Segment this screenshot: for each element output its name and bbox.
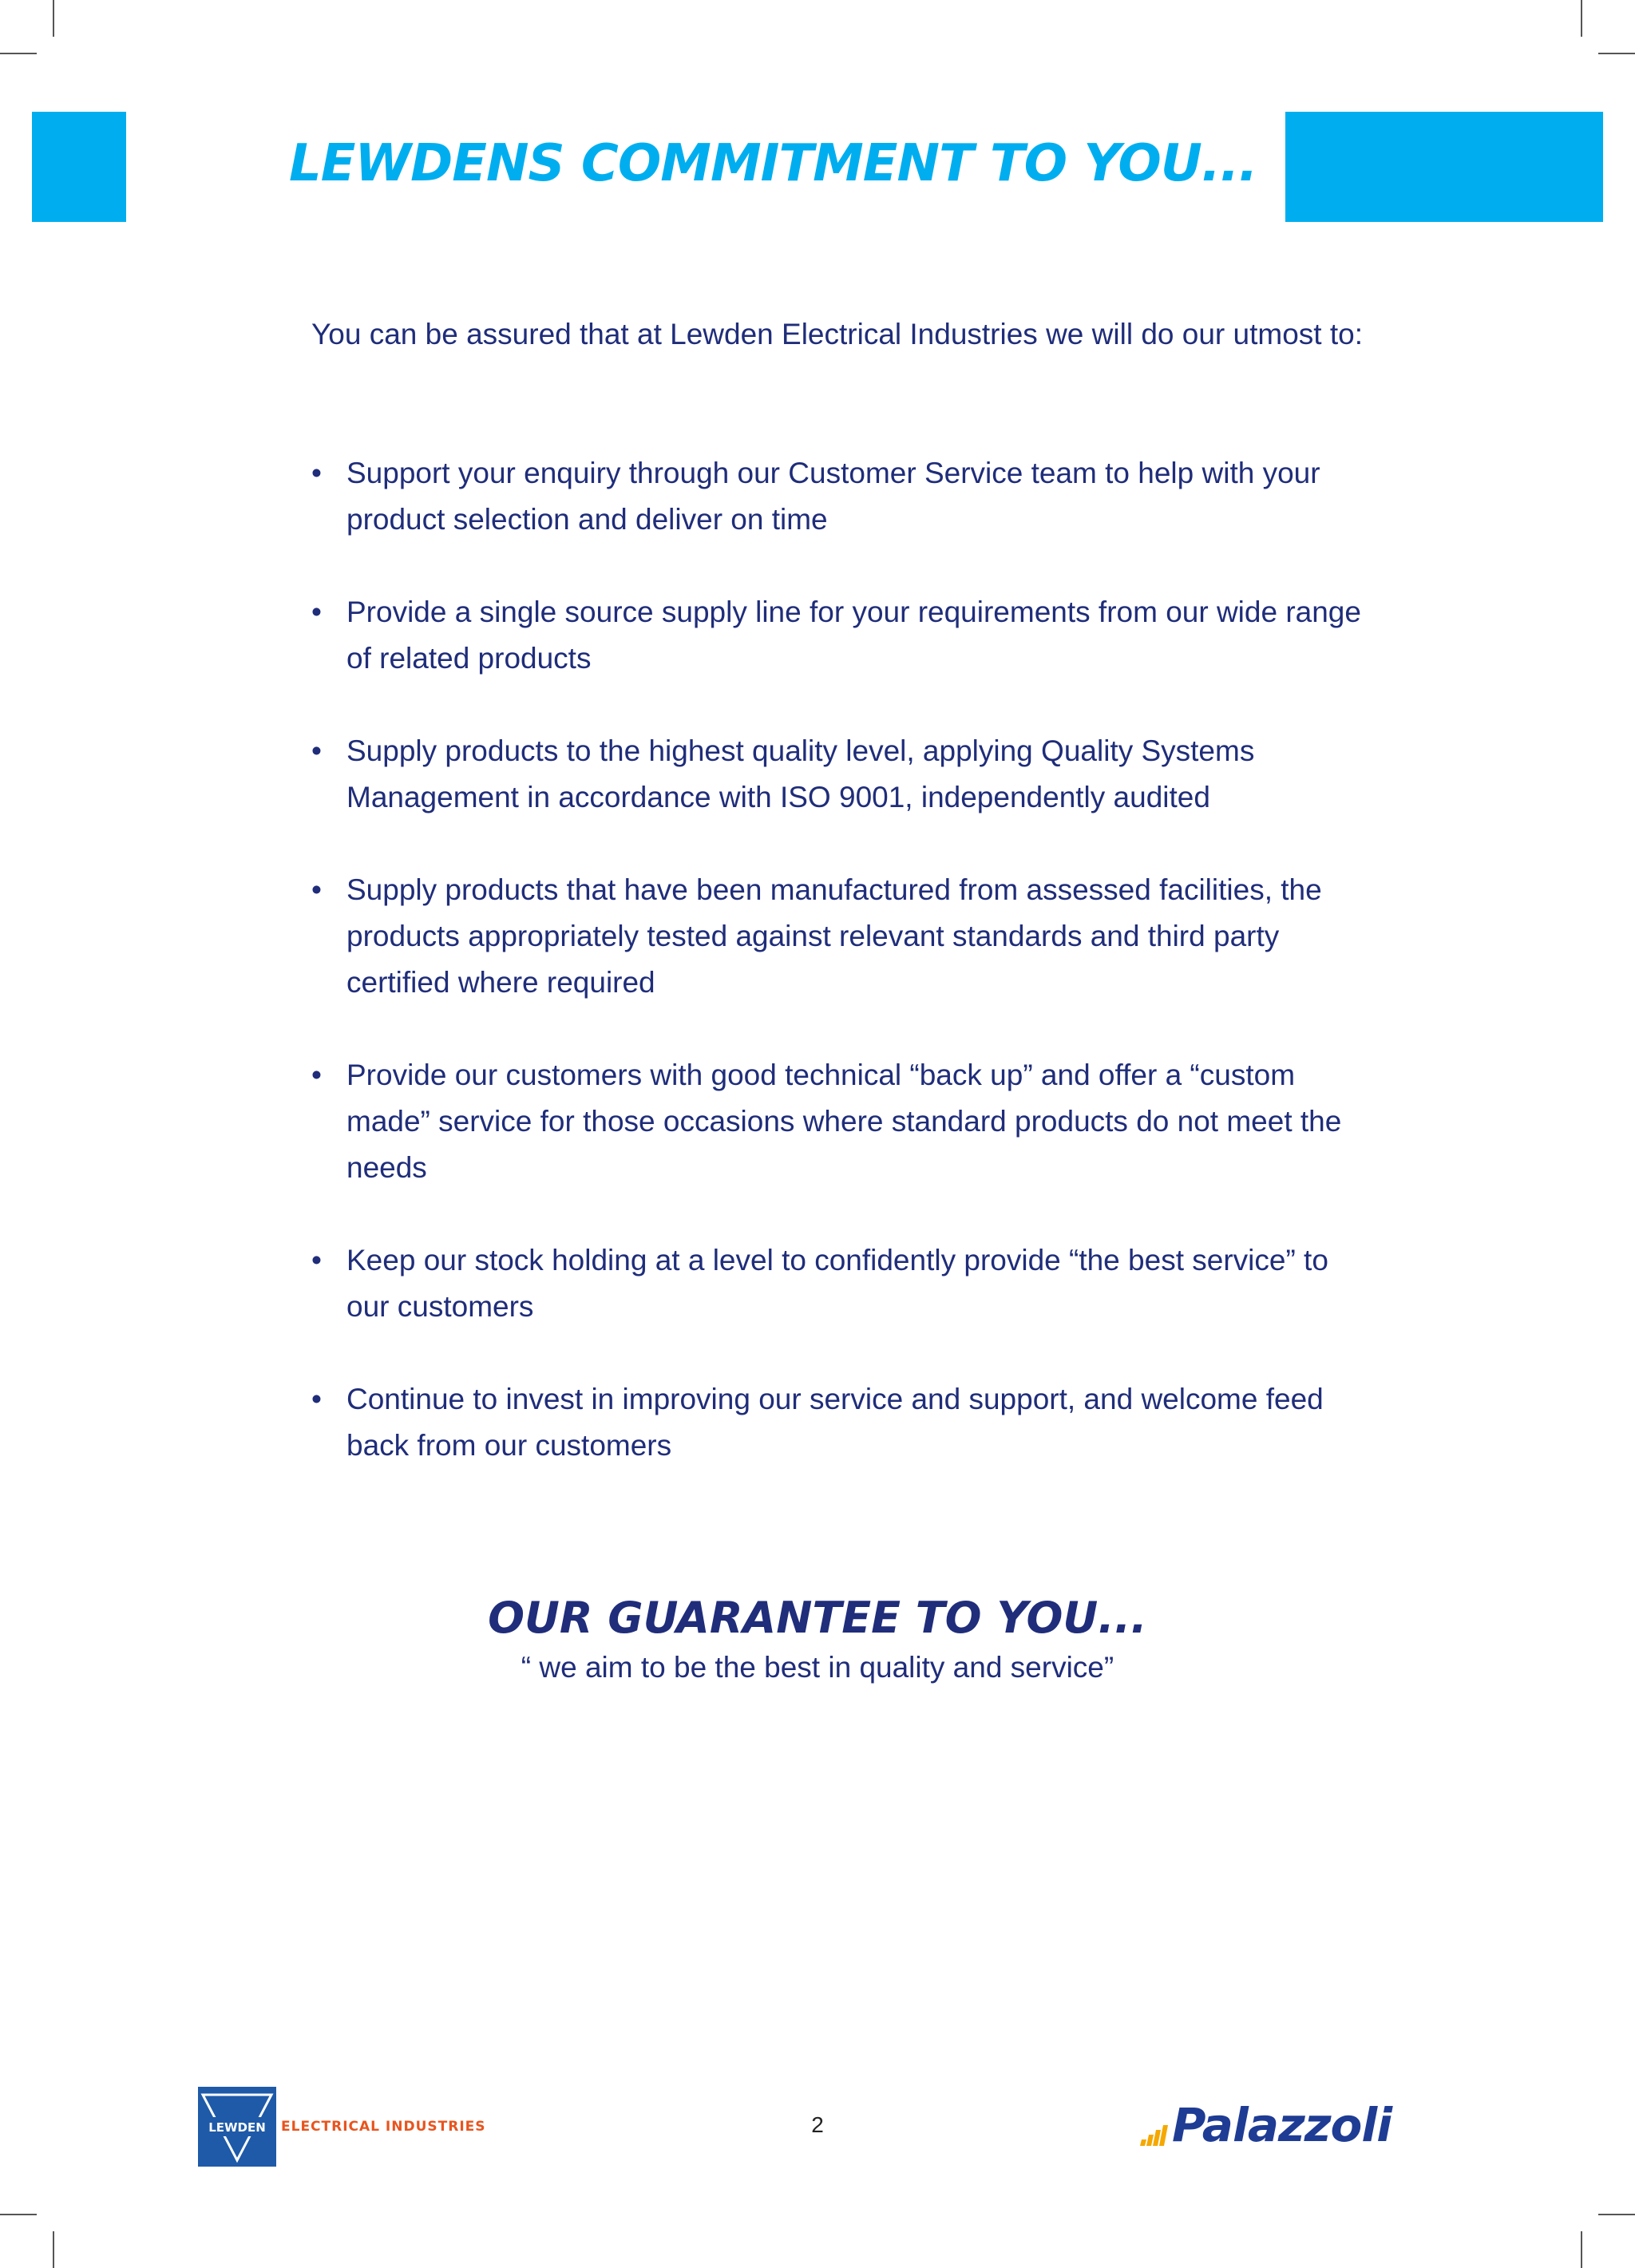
guarantee-quote: “ we aim to be the best in quality and service” [521,1651,1114,1684]
crop-mark [1598,2214,1635,2215]
commitment-list [311,450,1373,1515]
list-item [311,728,1373,821]
list-item-text: Provide a single source supply line for your requirements from our wide range of related products [346,596,1361,675]
crop-mark [1581,2231,1582,2268]
page-number: 2 [811,2112,824,2137]
crop-mark [53,0,54,37]
list-item [311,450,1373,543]
list-item-text: Support your enquiry through our Customer Service team to help with your product selection and deliver on time [346,457,1320,536]
bullet-icon: • [311,1383,322,1415]
lewden-tagline: ELECTRICAL INDUSTRIES [281,2119,486,2135]
bullet-icon: • [311,596,322,628]
lewden-logo-text: LEWDEN [208,2120,266,2135]
guarantee-heading: OUR GUARANTEE TO YOU... [488,1593,1147,1643]
list-item-text: Provide our customers with good technical “back up” and offer a “custom made” service for those occasions where standard products do not meet the needs [346,1059,1342,1184]
list-item-text: Supply products to the highest quality level, applying Quality Systems Management in accordance with ISO 9001, independently audited [346,734,1255,813]
bullet-icon: • [311,734,322,767]
list-item-text: Continue to invest in improving our service and support, and welcome feed back from our customers [346,1383,1324,1462]
header-accent-left [32,112,126,222]
palazzoli-bars-icon [1137,2104,1169,2152]
bullet-icon: • [311,457,322,489]
list-item-text: Supply products that have been manufactured from assessed facilities, the products appropriately tested against relevant standards and third party certified where required [346,873,1322,999]
list-item [311,1376,1373,1469]
crop-mark [0,53,37,54]
palazzoli-logo: Palazzoli [1172,2098,1392,2152]
intro-paragraph: You can be assured that at Lewden Electrical Industries we will do our utmost to: [311,318,1363,350]
crop-mark [0,2214,37,2215]
list-item [311,1052,1373,1191]
bullet-icon: • [311,1244,322,1276]
list-item [311,867,1373,1006]
list-item [311,1237,1373,1330]
crop-mark [1581,0,1582,37]
list-item-text: Keep our stock holding at a level to confidently provide “the best service” to our customers [346,1244,1328,1323]
list-item [311,589,1373,682]
header-accent-right [1285,112,1603,222]
crop-mark [1598,53,1635,54]
crop-mark [53,2231,54,2268]
bullet-icon: • [311,1059,322,1091]
page-title: LEWDENS COMMITMENT TO YOU... [289,134,1257,193]
bullet-icon: • [311,873,322,906]
